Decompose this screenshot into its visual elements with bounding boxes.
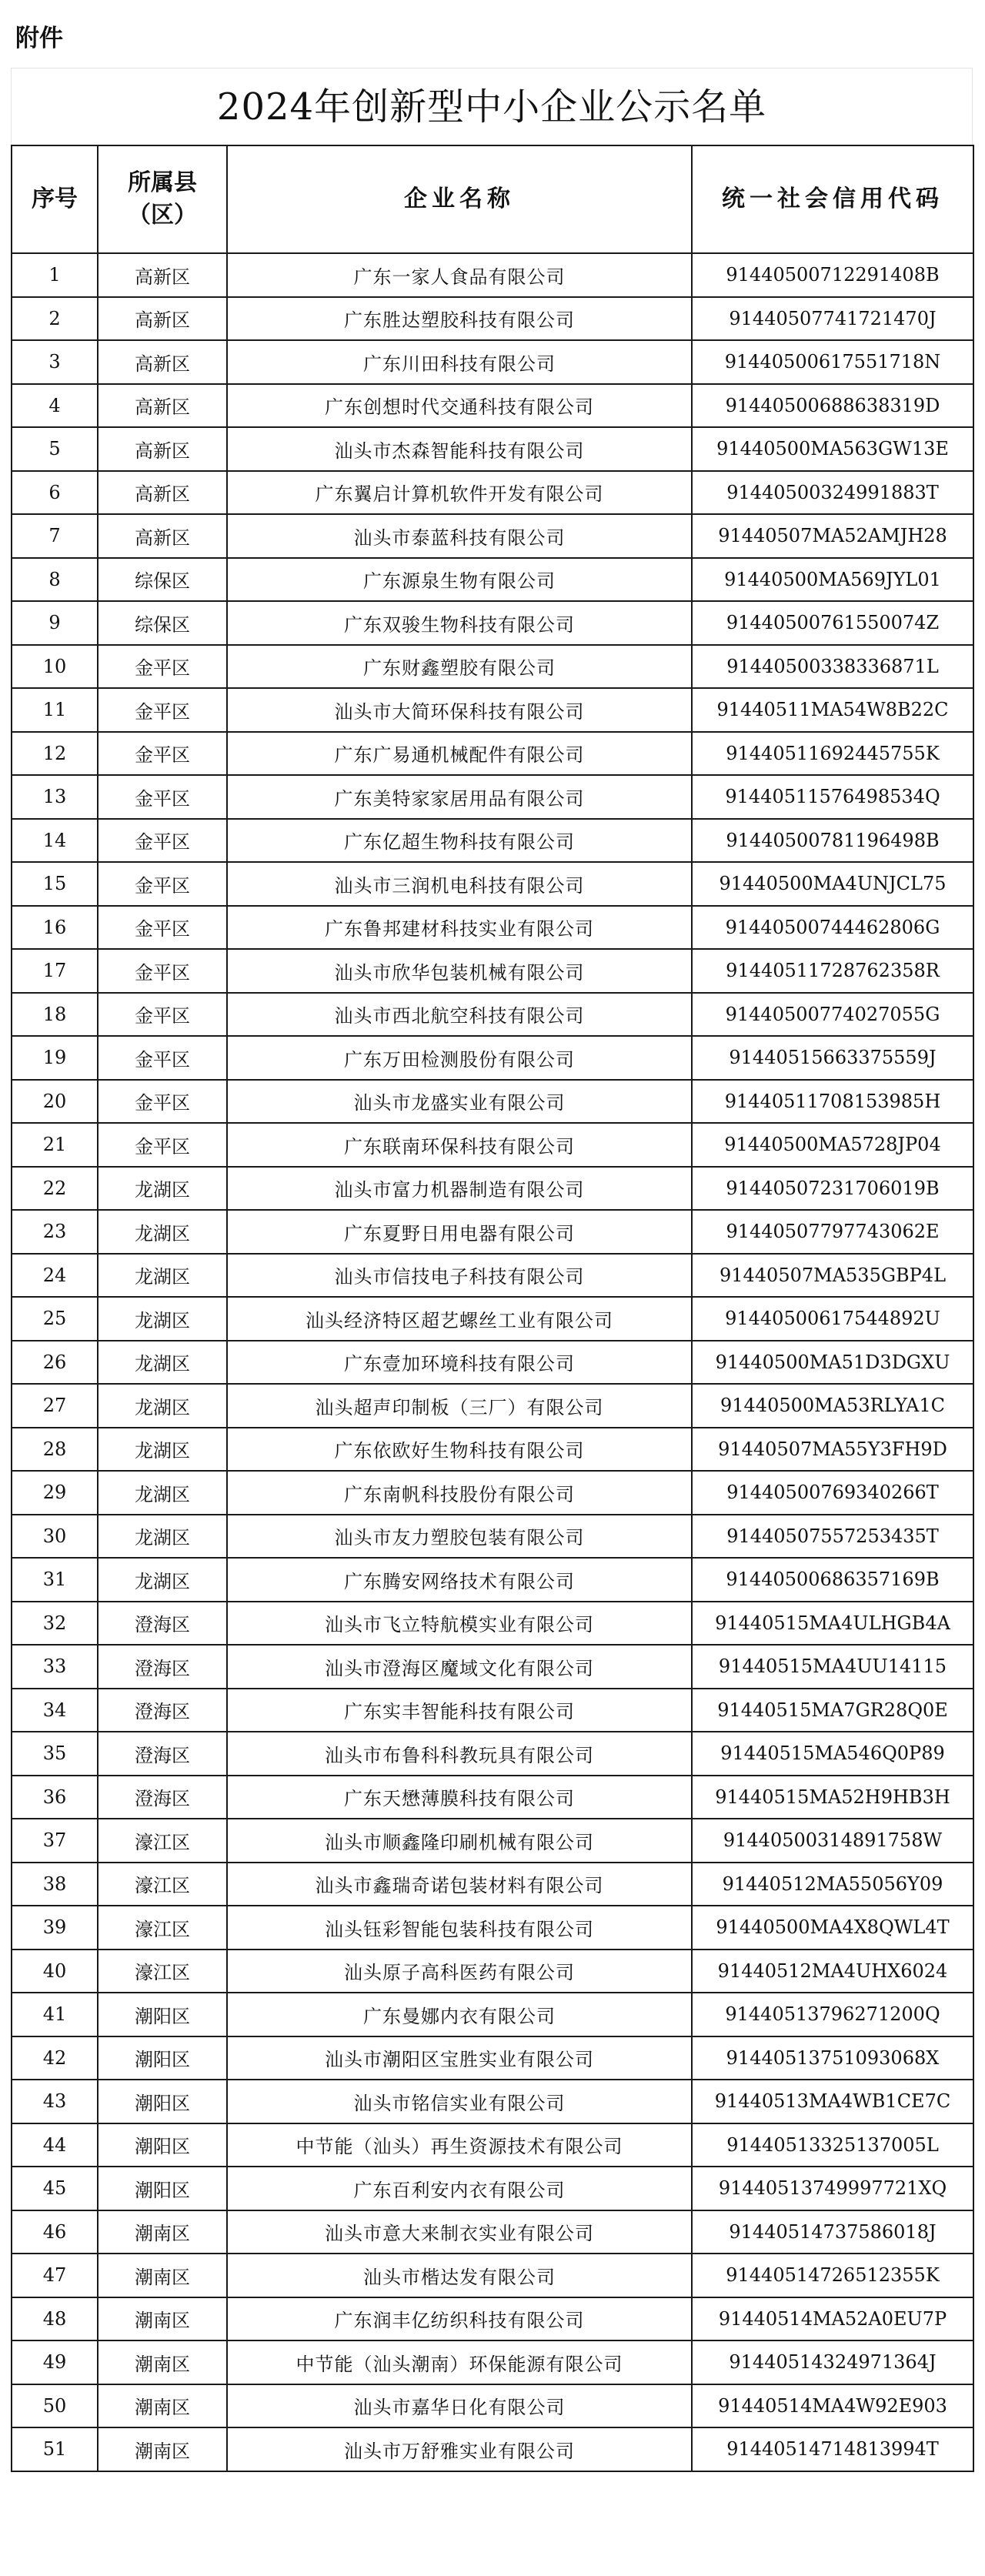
cell-company-name: 中节能（汕头潮南）环保能源有限公司 (227, 2340, 692, 2384)
cell-serial-number: 42 (12, 2036, 98, 2080)
cell-credit-code: 91440512MA55056Y09 (692, 1863, 973, 1906)
table-row (12, 1906, 973, 1950)
table-row (12, 949, 973, 993)
cell-company-name: 汕头经济特区超艺螺丝工业有限公司 (227, 1297, 692, 1341)
table-row (12, 1384, 973, 1428)
cell-serial-number: 31 (12, 1558, 98, 1602)
cell-serial-number: 11 (12, 688, 98, 732)
cell-credit-code: 91440500774027055G (692, 993, 973, 1037)
table-row (12, 1863, 973, 1906)
cell-district: 澄海区 (98, 1689, 227, 1732)
cell-credit-code: 91440500MA4UNJCL75 (692, 862, 973, 906)
cell-district: 澄海区 (98, 1602, 227, 1645)
cell-company-name: 汕头市友力塑胶包装有限公司 (227, 1515, 692, 1559)
cell-credit-code: 91440500MA4X8QWL4T (692, 1906, 973, 1950)
table-row (12, 2210, 973, 2254)
company-list-table (11, 145, 974, 2472)
cell-credit-code: 91440500761550074Z (692, 601, 973, 645)
cell-credit-code: 91440514737586018J (692, 2210, 973, 2254)
cell-credit-code: 91440507741721470J (692, 297, 973, 341)
cell-serial-number: 32 (12, 1602, 98, 1645)
cell-district: 综保区 (98, 601, 227, 645)
table-row (12, 1993, 973, 2036)
cell-company-name: 汕头市顺鑫隆印刷机械有限公司 (227, 1819, 692, 1863)
cell-credit-code: 91440507797743062E (692, 1210, 973, 1254)
table-row (12, 1515, 973, 1559)
cell-company-name: 汕头市万舒雅实业有限公司 (227, 2427, 692, 2471)
cell-serial-number: 2 (12, 297, 98, 341)
cell-credit-code: 91440500744462806G (692, 906, 973, 950)
table-row (12, 688, 973, 732)
cell-serial-number: 22 (12, 1167, 98, 1211)
table-row (12, 1254, 973, 1298)
cell-serial-number: 19 (12, 1036, 98, 1080)
cell-serial-number: 3 (12, 340, 98, 384)
cell-district: 潮南区 (98, 2427, 227, 2471)
cell-credit-code: 91440500314891758W (692, 1819, 973, 1863)
cell-serial-number: 34 (12, 1689, 98, 1732)
cell-serial-number: 29 (12, 1471, 98, 1515)
cell-serial-number: 10 (12, 645, 98, 689)
table-row (12, 819, 973, 863)
table-row (12, 732, 973, 776)
cell-company-name: 汕头超声印制板（三厂）有限公司 (227, 1384, 692, 1428)
cell-company-name: 汕头市鑫瑞奇诺包装材料有限公司 (227, 1863, 692, 1906)
table-row (12, 1732, 973, 1776)
cell-district: 高新区 (98, 427, 227, 471)
cell-serial-number: 18 (12, 993, 98, 1037)
cell-credit-code: 91440513325137005L (692, 2123, 973, 2167)
cell-credit-code: 91440500MA51D3DGXU (692, 1341, 973, 1385)
table-row (12, 1776, 973, 1819)
header-district (98, 145, 227, 253)
cell-district: 金平区 (98, 732, 227, 776)
cell-credit-code: 91440500MA569JYL01 (692, 558, 973, 602)
cell-serial-number: 20 (12, 1080, 98, 1124)
cell-serial-number: 39 (12, 1906, 98, 1950)
table-row (12, 1950, 973, 1993)
cell-credit-code: 91440515MA4ULHGB4A (692, 1602, 973, 1645)
cell-district: 龙湖区 (98, 1384, 227, 1428)
table-row (12, 471, 973, 515)
cell-company-name: 广东创想时代交通科技有限公司 (227, 384, 692, 428)
cell-credit-code: 91440514324971364J (692, 2340, 973, 2384)
cell-district: 潮阳区 (98, 2167, 227, 2210)
cell-credit-code: 91440515MA4UU14115 (692, 1645, 973, 1689)
cell-company-name: 汕头市龙盛实业有限公司 (227, 1080, 692, 1124)
cell-district: 金平区 (98, 645, 227, 689)
cell-company-name: 汕头市意大来制衣实业有限公司 (227, 2210, 692, 2254)
cell-serial-number: 51 (12, 2427, 98, 2471)
table-row (12, 1080, 973, 1124)
cell-district: 金平区 (98, 688, 227, 732)
cell-serial-number: 12 (12, 732, 98, 776)
cell-district: 高新区 (98, 297, 227, 341)
cell-district: 龙湖区 (98, 1428, 227, 1472)
cell-company-name: 广东曼娜内衣有限公司 (227, 1993, 692, 2036)
cell-district: 金平区 (98, 862, 227, 906)
cell-company-name: 汕头钰彩智能包装科技有限公司 (227, 1906, 692, 1950)
cell-serial-number: 26 (12, 1341, 98, 1385)
cell-company-name: 广东翼启计算机软件开发有限公司 (227, 471, 692, 515)
table-row (12, 2123, 973, 2167)
cell-district: 龙湖区 (98, 1167, 227, 1211)
table-row (12, 514, 973, 558)
cell-company-name: 广东源泉生物有限公司 (227, 558, 692, 602)
table-row (12, 1341, 973, 1385)
cell-company-name: 广东双骏生物科技有限公司 (227, 601, 692, 645)
cell-company-name: 汕头市楷达发有限公司 (227, 2254, 692, 2297)
header-serial-number: 序号 (12, 145, 98, 253)
cell-credit-code: 91440507MA535GBP4L (692, 1254, 973, 1298)
cell-company-name: 广东润丰亿纺织科技有限公司 (227, 2297, 692, 2341)
cell-serial-number: 49 (12, 2340, 98, 2384)
cell-credit-code: 91440511728762358R (692, 949, 973, 993)
cell-company-name: 汕头市布鲁科科教玩具有限公司 (227, 1732, 692, 1776)
cell-company-name: 广东天懋薄膜科技有限公司 (227, 1776, 692, 1819)
cell-company-name: 广东万田检测股份有限公司 (227, 1036, 692, 1080)
table-row (12, 862, 973, 906)
cell-serial-number: 28 (12, 1428, 98, 1472)
cell-company-name: 汕头市泰蓝科技有限公司 (227, 514, 692, 558)
cell-serial-number: 1 (12, 253, 98, 297)
cell-company-name: 汕头市杰森智能科技有限公司 (227, 427, 692, 471)
cell-serial-number: 33 (12, 1645, 98, 1689)
cell-company-name: 广东美特家家居用品有限公司 (227, 775, 692, 819)
cell-credit-code: 91440500MA53RLYA1C (692, 1384, 973, 1428)
cell-serial-number: 13 (12, 775, 98, 819)
cell-company-name: 汕头市欣华包装机械有限公司 (227, 949, 692, 993)
cell-serial-number: 38 (12, 1863, 98, 1906)
cell-credit-code: 91440500617544892U (692, 1297, 973, 1341)
cell-district: 潮阳区 (98, 2123, 227, 2167)
cell-credit-code: 91440513796271200Q (692, 1993, 973, 2036)
cell-credit-code: 91440507231706019B (692, 1167, 973, 1211)
cell-company-name: 广东财鑫塑胶有限公司 (227, 645, 692, 689)
table-row (12, 993, 973, 1037)
cell-district: 高新区 (98, 340, 227, 384)
attachment-label: 附件 (15, 25, 63, 52)
cell-company-name: 汕头原子高科医药有限公司 (227, 1950, 692, 1993)
cell-company-name: 广东依欧好生物科技有限公司 (227, 1428, 692, 1472)
cell-serial-number: 8 (12, 558, 98, 602)
cell-district: 金平区 (98, 1123, 227, 1167)
cell-serial-number: 36 (12, 1776, 98, 1819)
cell-serial-number: 4 (12, 384, 98, 428)
cell-company-name: 汕头市三润机电科技有限公司 (227, 862, 692, 906)
table-row (12, 558, 973, 602)
cell-credit-code: 91440507MA55Y3FH9D (692, 1428, 973, 1472)
table-row (12, 1210, 973, 1254)
table-row (12, 1123, 973, 1167)
table-row (12, 253, 973, 297)
cell-company-name: 广东鲁邦建材科技实业有限公司 (227, 906, 692, 950)
table-row (12, 1558, 973, 1602)
cell-district: 高新区 (98, 253, 227, 297)
table-row (12, 1602, 973, 1645)
cell-serial-number: 41 (12, 1993, 98, 2036)
cell-serial-number: 7 (12, 514, 98, 558)
cell-credit-code: 91440500MA5728JP04 (692, 1123, 973, 1167)
cell-district: 澄海区 (98, 1776, 227, 1819)
header-company-name: 企业名称 (227, 145, 692, 253)
cell-credit-code: 91440500617551718N (692, 340, 973, 384)
cell-district: 金平区 (98, 993, 227, 1037)
cell-serial-number: 27 (12, 1384, 98, 1428)
cell-credit-code: 91440513MA4WB1CE7C (692, 2080, 973, 2123)
cell-credit-code: 91440512MA4UHX6024 (692, 1950, 973, 1993)
cell-district: 金平区 (98, 949, 227, 993)
cell-district: 综保区 (98, 558, 227, 602)
table-row (12, 2167, 973, 2210)
cell-credit-code: 91440500MA563GW13E (692, 427, 973, 471)
cell-credit-code: 91440507557253435T (692, 1515, 973, 1559)
table-row (12, 906, 973, 950)
cell-district: 潮南区 (98, 2340, 227, 2384)
cell-credit-code: 91440514MA52A0EU7P (692, 2297, 973, 2341)
table-row (12, 1167, 973, 1211)
cell-company-name: 汕头市澄海区魔域文化有限公司 (227, 1645, 692, 1689)
cell-credit-code: 91440515MA52H9HB3H (692, 1776, 973, 1819)
cell-district: 龙湖区 (98, 1297, 227, 1341)
cell-serial-number: 14 (12, 819, 98, 863)
cell-credit-code: 91440500688638319D (692, 384, 973, 428)
cell-serial-number: 45 (12, 2167, 98, 2210)
cell-district: 高新区 (98, 471, 227, 515)
cell-company-name: 汕头市飞立特航模实业有限公司 (227, 1602, 692, 1645)
cell-company-name: 广东夏野日用电器有限公司 (227, 1210, 692, 1254)
cell-credit-code: 91440513751093068X (692, 2036, 973, 2080)
cell-serial-number: 47 (12, 2254, 98, 2297)
table-row (12, 1689, 973, 1732)
cell-serial-number: 15 (12, 862, 98, 906)
cell-credit-code: 91440507MA52AMJH28 (692, 514, 973, 558)
cell-district: 龙湖区 (98, 1254, 227, 1298)
cell-credit-code: 91440514714813994T (692, 2427, 973, 2471)
cell-company-name: 汕头市大简环保科技有限公司 (227, 688, 692, 732)
cell-serial-number: 21 (12, 1123, 98, 1167)
cell-serial-number: 35 (12, 1732, 98, 1776)
cell-company-name: 汕头市潮阳区宝胜实业有限公司 (227, 2036, 692, 2080)
table-row (12, 775, 973, 819)
cell-serial-number: 9 (12, 601, 98, 645)
cell-serial-number: 37 (12, 1819, 98, 1863)
table-row (12, 1819, 973, 1863)
cell-serial-number: 24 (12, 1254, 98, 1298)
table-row (12, 384, 973, 428)
cell-credit-code: 91440500781196498B (692, 819, 973, 863)
cell-company-name: 中节能（汕头）再生资源技术有限公司 (227, 2123, 692, 2167)
cell-company-name: 广东南帆科技股份有限公司 (227, 1471, 692, 1515)
cell-company-name: 汕头市富力机器制造有限公司 (227, 1167, 692, 1211)
cell-company-name: 广东腾安网络技术有限公司 (227, 1558, 692, 1602)
cell-serial-number: 46 (12, 2210, 98, 2254)
table-row (12, 1428, 973, 1472)
table-row (12, 2427, 973, 2471)
cell-serial-number: 6 (12, 471, 98, 515)
cell-district: 龙湖区 (98, 1471, 227, 1515)
table-row (12, 1645, 973, 1689)
cell-district: 濠江区 (98, 1950, 227, 1993)
cell-district: 龙湖区 (98, 1558, 227, 1602)
cell-credit-code: 91440511708153985H (692, 1080, 973, 1124)
cell-credit-code: 91440513749997721XQ (692, 2167, 973, 2210)
table-row (12, 645, 973, 689)
cell-company-name: 广东亿超生物科技有限公司 (227, 819, 692, 863)
cell-district: 濠江区 (98, 1863, 227, 1906)
cell-credit-code: 91440514726512355K (692, 2254, 973, 2297)
cell-district: 潮阳区 (98, 1993, 227, 2036)
cell-serial-number: 30 (12, 1515, 98, 1559)
cell-credit-code: 91440515MA7GR28Q0E (692, 1689, 973, 1732)
cell-company-name: 汕头市铭信实业有限公司 (227, 2080, 692, 2123)
cell-credit-code: 91440500686357169B (692, 1558, 973, 1602)
cell-company-name: 广东胜达塑胶科技有限公司 (227, 297, 692, 341)
cell-credit-code: 91440511692445755K (692, 732, 973, 776)
cell-district: 龙湖区 (98, 1210, 227, 1254)
cell-district: 金平区 (98, 906, 227, 950)
cell-district: 金平区 (98, 1036, 227, 1080)
cell-serial-number: 23 (12, 1210, 98, 1254)
cell-district: 高新区 (98, 384, 227, 428)
table-row (12, 2036, 973, 2080)
cell-company-name: 广东川田科技有限公司 (227, 340, 692, 384)
cell-serial-number: 16 (12, 906, 98, 950)
table-row (12, 601, 973, 645)
cell-district: 澄海区 (98, 1732, 227, 1776)
cell-credit-code: 91440500338336871L (692, 645, 973, 689)
cell-district: 潮南区 (98, 2210, 227, 2254)
table-row (12, 2254, 973, 2297)
cell-district: 濠江区 (98, 1819, 227, 1863)
table-row (12, 297, 973, 341)
cell-company-name: 广东一家人食品有限公司 (227, 253, 692, 297)
table-row (12, 340, 973, 384)
cell-district: 澄海区 (98, 1645, 227, 1689)
table-row (12, 2080, 973, 2123)
header-district-line2: （区） (128, 202, 197, 229)
cell-credit-code: 91440515MA546Q0P89 (692, 1732, 973, 1776)
cell-district: 龙湖区 (98, 1515, 227, 1559)
table-row (12, 1036, 973, 1080)
cell-credit-code: 91440515663375559J (692, 1036, 973, 1080)
cell-district: 金平区 (98, 819, 227, 863)
table-header-row (12, 145, 973, 253)
cell-district: 金平区 (98, 1080, 227, 1124)
table-row (12, 2384, 973, 2428)
cell-district: 潮南区 (98, 2384, 227, 2428)
cell-district: 潮阳区 (98, 2080, 227, 2123)
cell-district: 龙湖区 (98, 1341, 227, 1385)
cell-credit-code: 91440511MA54W8B22C (692, 688, 973, 732)
header-district-line1: 所属县 (128, 169, 197, 196)
header-credit-code: 统一社会信用代码 (692, 145, 973, 253)
cell-serial-number: 5 (12, 427, 98, 471)
table-row (12, 1471, 973, 1515)
cell-credit-code: 91440500712291408B (692, 253, 973, 297)
cell-credit-code: 91440500769340266T (692, 1471, 973, 1515)
cell-district: 潮南区 (98, 2254, 227, 2297)
cell-serial-number: 43 (12, 2080, 98, 2123)
cell-district: 潮南区 (98, 2297, 227, 2341)
table-row (12, 1297, 973, 1341)
cell-company-name: 广东实丰智能科技有限公司 (227, 1689, 692, 1732)
cell-serial-number: 44 (12, 2123, 98, 2167)
table-row (12, 2297, 973, 2341)
cell-serial-number: 48 (12, 2297, 98, 2341)
document-title: 2024年创新型中小企业公示名单 (11, 68, 973, 145)
cell-company-name: 汕头市信技电子科技有限公司 (227, 1254, 692, 1298)
cell-company-name: 广东壹加环境科技有限公司 (227, 1341, 692, 1385)
cell-district: 潮阳区 (98, 2036, 227, 2080)
cell-company-name: 广东百利安内衣有限公司 (227, 2167, 692, 2210)
cell-district: 濠江区 (98, 1906, 227, 1950)
cell-company-name: 汕头市西北航空科技有限公司 (227, 993, 692, 1037)
table-body (12, 253, 973, 2471)
cell-serial-number: 25 (12, 1297, 98, 1341)
cell-serial-number: 40 (12, 1950, 98, 1993)
cell-credit-code: 91440511576498534Q (692, 775, 973, 819)
cell-serial-number: 50 (12, 2384, 98, 2428)
cell-credit-code: 91440500324991883T (692, 471, 973, 515)
cell-district: 金平区 (98, 775, 227, 819)
cell-company-name: 广东广易通机械配件有限公司 (227, 732, 692, 776)
cell-serial-number: 17 (12, 949, 98, 993)
cell-company-name: 广东联南环保科技有限公司 (227, 1123, 692, 1167)
table-row (12, 427, 973, 471)
cell-district: 高新区 (98, 514, 227, 558)
table-row (12, 2340, 973, 2384)
cell-company-name: 汕头市嘉华日化有限公司 (227, 2384, 692, 2428)
cell-credit-code: 91440514MA4W92E903 (692, 2384, 973, 2428)
